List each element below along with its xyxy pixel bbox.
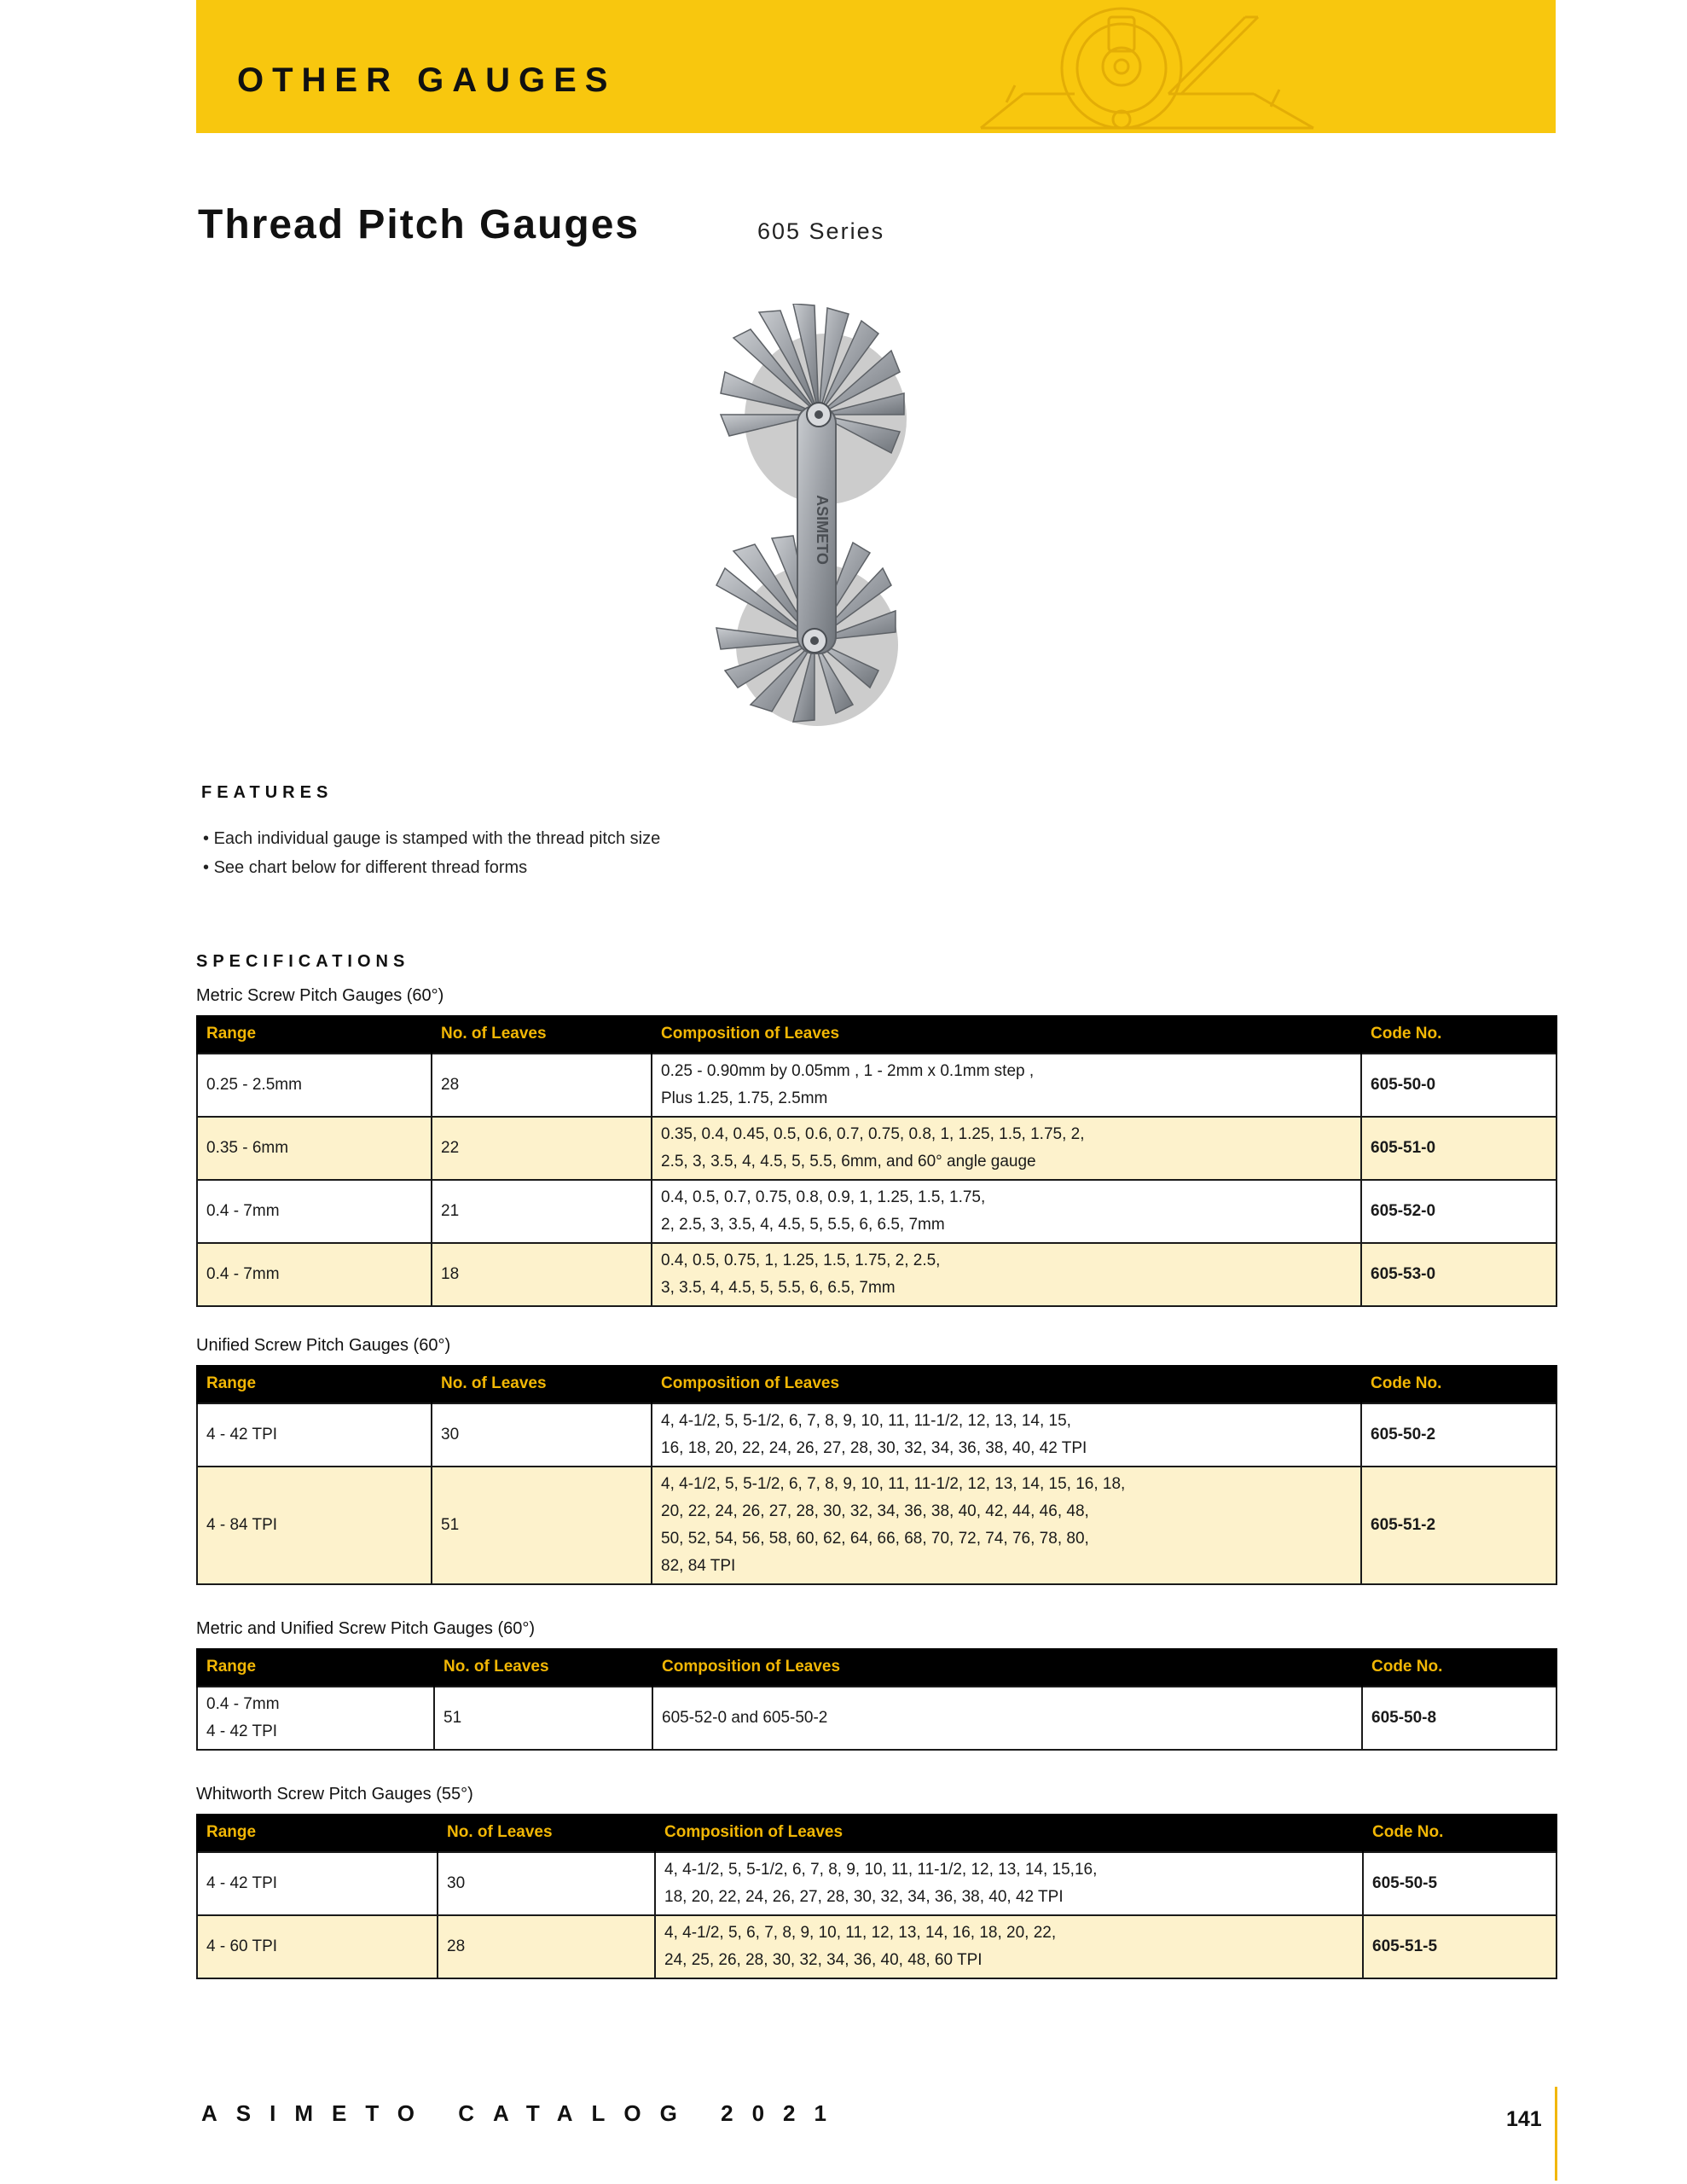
cell-leaves: 28 <box>438 1915 655 1978</box>
cell-line: 0.4 - 7mm <box>206 1265 280 1283</box>
cell-line: 4, 4-1/2, 5, 5-1/2, 6, 7, 8, 9, 10, 11, 11-1/2, 12, 13, 14, 15,16, <box>664 1861 1098 1879</box>
cell-range <box>197 1915 438 1978</box>
cell-line: 18, 20, 22, 24, 26, 27, 28, 30, 32, 34, 36, 38, 40, 42 TPI <box>664 1888 1064 1906</box>
table-header-row <box>197 1015 1557 1054</box>
section-title: OTHER GAUGES <box>237 61 617 99</box>
cell-line: 0.25 - 2.5mm <box>206 1076 302 1094</box>
cell-composition <box>652 1243 1361 1306</box>
features-heading: FEATURES <box>201 783 333 802</box>
cell-range <box>197 1054 432 1117</box>
thread-pitch-gauge-image <box>699 304 955 756</box>
gauge-illustration-icon <box>972 0 1330 133</box>
column-header-composition: Composition of Leaves <box>652 1015 1361 1054</box>
column-header-code: Code No. <box>1361 1015 1557 1054</box>
table-caption-whitworth: Whitworth Screw Pitch Gauges (55°) <box>196 1785 473 1804</box>
cell-leaves: 22 <box>432 1117 652 1180</box>
cell-line: 4, 4-1/2, 5, 6, 7, 8, 9, 10, 11, 12, 13, 14, 16, 18, 20, 22, <box>664 1924 1057 1942</box>
cell-composition <box>652 1054 1361 1117</box>
cell-leaves: 30 <box>432 1403 652 1467</box>
table-row <box>197 1243 1557 1306</box>
cell-leaves: 51 <box>434 1687 652 1750</box>
table-caption-unified: Unified Screw Pitch Gauges (60°) <box>196 1336 451 1355</box>
table-caption-metric-unified: Metric and Unified Screw Pitch Gauges (60°) <box>196 1619 536 1638</box>
cell-code: 605-52-0 <box>1361 1180 1557 1243</box>
cell-code: 605-50-2 <box>1361 1403 1557 1467</box>
cell-line: 4 - 42 TPI <box>206 1874 278 1892</box>
cell-line: 4 - 84 TPI <box>206 1516 278 1534</box>
column-header-composition: Composition of Leaves <box>652 1648 1362 1687</box>
table-row <box>197 1180 1557 1243</box>
table-caption-metric: Metric Screw Pitch Gauges (60°) <box>196 986 444 1005</box>
cell-line: 4 - 42 TPI <box>206 1426 278 1443</box>
cell-line: 4 - 60 TPI <box>206 1937 278 1955</box>
column-header-code: Code No. <box>1361 1365 1557 1403</box>
spec-table-metric <box>196 1015 1557 1307</box>
cell-line: 0.4 - 7mm <box>206 1695 280 1713</box>
column-header-composition: Composition of Leaves <box>655 1814 1363 1852</box>
table-header-row <box>197 1648 1557 1687</box>
feature-item: • See chart below for different thread forms <box>203 853 660 882</box>
cell-line: 4 - 42 TPI <box>206 1722 278 1740</box>
cell-line: 50, 52, 54, 56, 58, 60, 62, 64, 66, 68, 70, 72, 74, 76, 78, 80, <box>661 1530 1089 1548</box>
cell-line: 605-52-0 and 605-50-2 <box>662 1709 828 1727</box>
table-row <box>197 1915 1557 1978</box>
column-header-leaves: No. of Leaves <box>438 1814 655 1852</box>
cell-range <box>197 1687 434 1750</box>
cell-range <box>197 1117 432 1180</box>
gauge-stamp: ASIMETO <box>814 495 831 565</box>
page-number-rule <box>1555 2087 1557 2181</box>
column-header-range: Range <box>197 1814 438 1852</box>
cell-line: 2, 2.5, 3, 3.5, 4, 4.5, 5, 5.5, 6, 6.5, 7mm <box>661 1216 945 1234</box>
column-header-composition: Composition of Leaves <box>652 1365 1361 1403</box>
column-header-range: Range <box>197 1365 432 1403</box>
table-row <box>197 1403 1557 1467</box>
cell-line: 82, 84 TPI <box>661 1557 736 1575</box>
column-header-range: Range <box>197 1015 432 1054</box>
cell-line: 24, 25, 26, 28, 30, 32, 34, 36, 40, 48, 60 TPI <box>664 1951 983 1969</box>
cell-range <box>197 1467 432 1584</box>
cell-code: 605-53-0 <box>1361 1243 1557 1306</box>
table-row <box>197 1054 1557 1117</box>
cell-line: 0.4, 0.5, 0.75, 1, 1.25, 1.5, 1.75, 2, 2.5, <box>661 1252 941 1269</box>
cell-line: 2.5, 3, 3.5, 4, 4.5, 5, 5.5, 6mm, and 60° angle gauge <box>661 1153 1036 1170</box>
cell-leaves: 51 <box>432 1467 652 1584</box>
cell-composition <box>652 1180 1361 1243</box>
cell-composition <box>652 1687 1362 1750</box>
spec-table-metric-unified <box>196 1648 1557 1751</box>
page-number: 141 <box>1506 2107 1542 2131</box>
cell-line: 0.35 - 6mm <box>206 1139 289 1157</box>
column-header-leaves: No. of Leaves <box>432 1015 652 1054</box>
cell-line: Plus 1.25, 1.75, 2.5mm <box>661 1089 828 1107</box>
cell-line: 4, 4-1/2, 5, 5-1/2, 6, 7, 8, 9, 10, 11, 11-1/2, 12, 13, 14, 15, 16, 18, <box>661 1475 1126 1493</box>
cell-composition <box>655 1915 1363 1978</box>
cell-composition <box>652 1403 1361 1467</box>
header-banner <box>196 0 1556 133</box>
cell-line: 0.35, 0.4, 0.45, 0.5, 0.6, 0.7, 0.75, 0.8, 1, 1.25, 1.5, 1.75, 2, <box>661 1125 1085 1143</box>
series-label: 605 Series <box>757 218 885 244</box>
cell-line: 0.25 - 0.90mm by 0.05mm , 1 - 2mm x 0.1mm step , <box>661 1062 1035 1080</box>
column-header-code: Code No. <box>1362 1648 1557 1687</box>
cell-range <box>197 1180 432 1243</box>
cell-code: 605-51-2 <box>1361 1467 1557 1584</box>
table-row <box>197 1467 1557 1584</box>
table-row <box>197 1852 1557 1915</box>
footer-brand: ASIMETO CATALOG 2021 <box>201 2100 845 2126</box>
cell-code: 605-51-5 <box>1363 1915 1557 1978</box>
table-header-row <box>197 1365 1557 1403</box>
cell-leaves: 30 <box>438 1852 655 1915</box>
features-list <box>203 824 660 882</box>
cell-composition <box>652 1117 1361 1180</box>
cell-line: 0.4 - 7mm <box>206 1202 280 1220</box>
cell-leaves: 21 <box>432 1180 652 1243</box>
feature-item: • Each individual gauge is stamped with the thread pitch size <box>203 824 660 853</box>
column-header-leaves: No. of Leaves <box>432 1365 652 1403</box>
cell-range <box>197 1852 438 1915</box>
spec-table-whitworth <box>196 1814 1557 1979</box>
table-row <box>197 1687 1557 1750</box>
cell-leaves: 28 <box>432 1054 652 1117</box>
table-row <box>197 1117 1557 1180</box>
cell-line: 0.4, 0.5, 0.7, 0.75, 0.8, 0.9, 1, 1.25, 1.5, 1.75, <box>661 1188 986 1206</box>
column-header-code: Code No. <box>1363 1814 1557 1852</box>
cell-code: 605-50-5 <box>1363 1852 1557 1915</box>
column-header-range: Range <box>197 1648 434 1687</box>
cell-line: 20, 22, 24, 26, 27, 28, 30, 32, 34, 36, 38, 40, 42, 44, 46, 48, <box>661 1502 1089 1520</box>
cell-code: 605-50-0 <box>1361 1054 1557 1117</box>
cell-range <box>197 1243 432 1306</box>
cell-code: 605-50-8 <box>1362 1687 1557 1750</box>
cell-line: 16, 18, 20, 22, 24, 26, 27, 28, 30, 32, 34, 36, 38, 40, 42 TPI <box>661 1439 1087 1457</box>
page-title: Thread Pitch Gauges <box>198 202 641 247</box>
cell-line: 3, 3.5, 4, 4.5, 5, 5.5, 6, 6.5, 7mm <box>661 1279 896 1297</box>
specifications-heading: SPECIFICATIONS <box>196 952 410 971</box>
cell-range <box>197 1403 432 1467</box>
spec-table-unified <box>196 1365 1557 1585</box>
table-header-row <box>197 1814 1557 1852</box>
cell-line: 4, 4-1/2, 5, 5-1/2, 6, 7, 8, 9, 10, 11, 11-1/2, 12, 13, 14, 15, <box>661 1412 1071 1430</box>
cell-composition <box>655 1852 1363 1915</box>
cell-composition <box>652 1467 1361 1584</box>
column-header-leaves: No. of Leaves <box>434 1648 652 1687</box>
cell-leaves: 18 <box>432 1243 652 1306</box>
cell-code: 605-51-0 <box>1361 1117 1557 1180</box>
